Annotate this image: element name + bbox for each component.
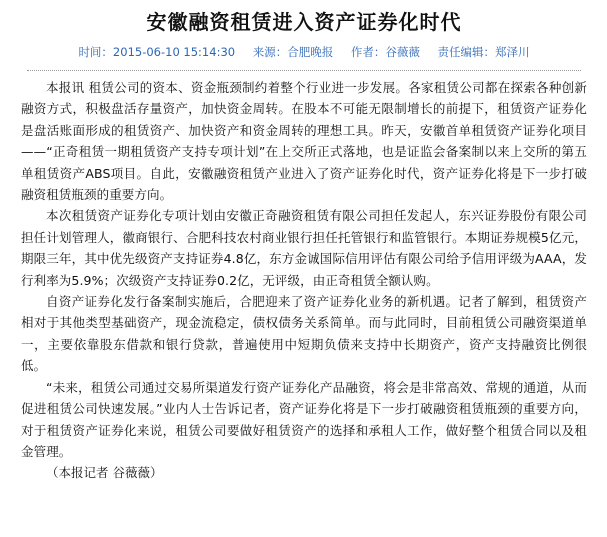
article-editor: 责任编辑：郑泽川 [437,45,530,59]
article-meta [21,44,587,66]
article-author: 作者：谷薇薇 [350,45,420,59]
article-paragraph: 本次租赁资产证券化专项计划由安徽正奇融资租赁有限公司担任发起人，东兴证券股份有限公司担任计划管理人，徽商银行、合肥科技农村商业银行担任托管银行和监管银行。本期证券规模5亿元，期限三年，其中优先级资产支持证券4.8亿，东方金诚国际信用评估有限公司给予信用评级为AAA，发行利率为5.9%；次级资产支持证券0.2亿，无评级，由正奇租赁全额认购。 [21,208,587,288]
article-paragraph: “未来，租赁公司通过交易所渠道发行资产证券化产品融资，将会是非常高效、常规的通道，从而促进租赁公司快速发展。”业内人士告诉记者，资产证券化将是下一步打破融资租赁瓶颈的重要方向，对于租赁资产证券化来说，租赁公司要做好租赁资产的选择和承租人工作，做好整个租赁合同以及租金管理。 [21,379,587,459]
article-body [21,77,587,484]
article-source: 来源：合肥晚报 [252,45,334,59]
article-paragraph: 自资产证券化发行备案制实施后，合肥迎来了资产证券化业务的新机遇。记者了解到，租赁资产相对于其他类型基础资产，现金流稳定，债权债务关系简单。而与此同时，目前租赁公司融资渠道单一，主要依靠股东借款和银行贷款，普遍使用中短期负债来支持中长期资产，资产支持融资比例很低。 [21,294,587,374]
article-paragraph: 本报讯 租赁公司的资本、资金瓶颈制约着整个行业进一步发展。各家租赁公司都在探索各种创新融资方式，积极盘活存量资产，加快资金周转。在股本不可能无限制增长的前提下，租赁资产证券化是盘活账面形成的租赁资产、加快资产和资金周转的理想工具。昨天，安徽首单租赁资产证券化项目——“正奇租赁一期租赁资产支持专项计划”在上交所正式落地，也是证监会备案制以来上交所的第五单租赁资产ABS项目。自此，安徽融资租赁产业进入了资产证券化时代，资产证券化将是下一步打破融资租赁瓶颈的重要方向。 [21,80,587,203]
reporter-byline: （本报记者 谷薇薇） [46,465,163,481]
publish-time: 时间：2015-06-10 15:14:30 [78,45,236,59]
article-title: 安徽融资租赁进入资产证券化时代 [146,10,462,34]
meta-divider [27,70,581,71]
